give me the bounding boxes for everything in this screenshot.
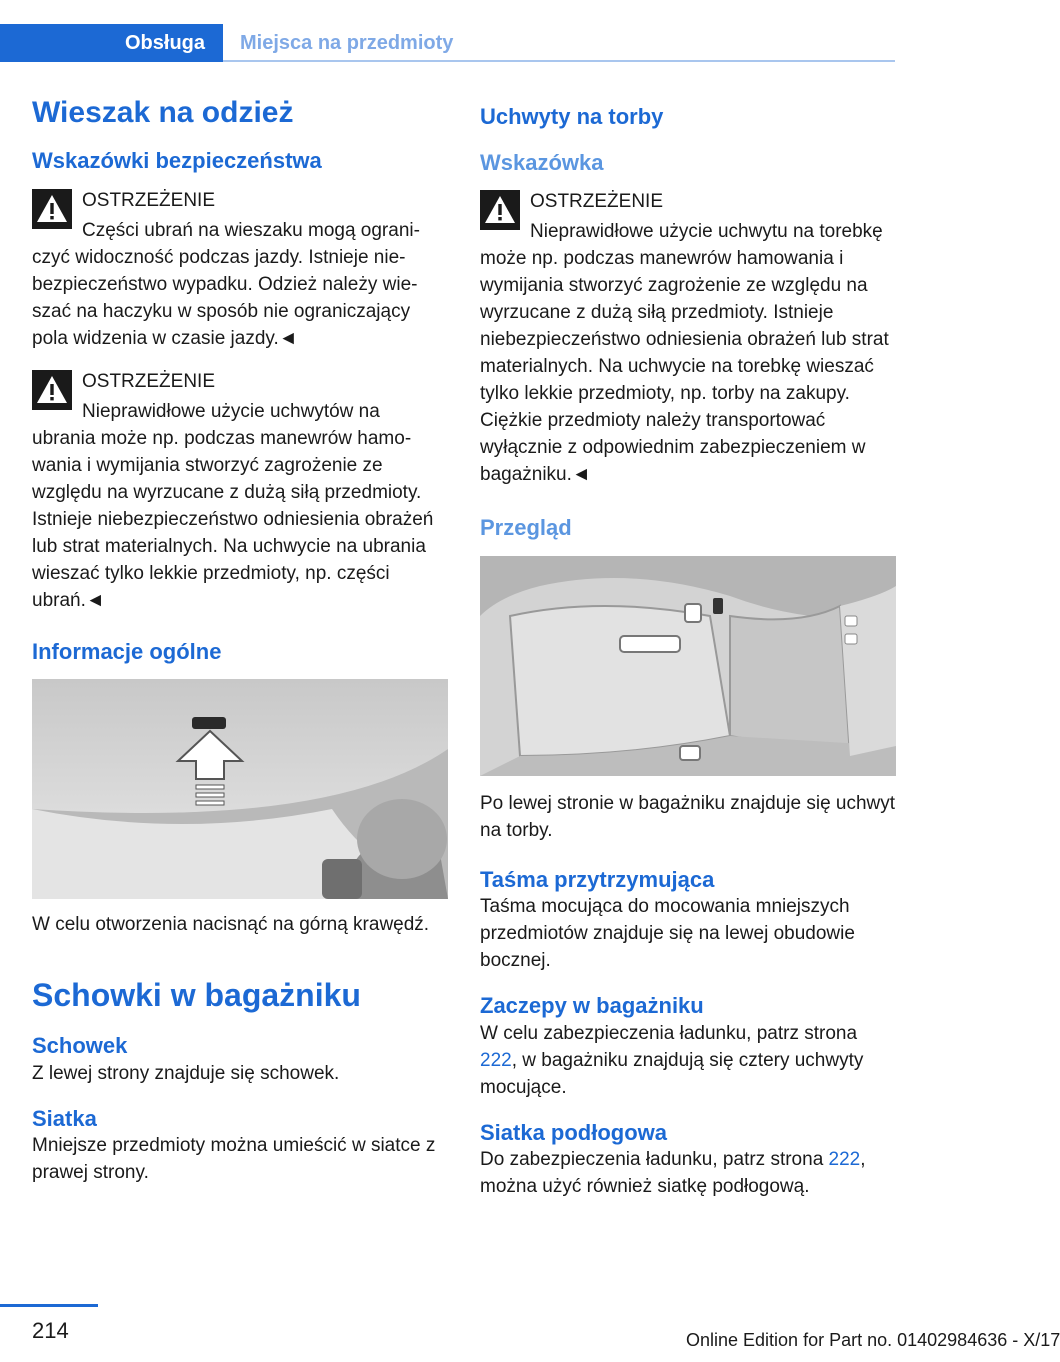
warning-text: Części ubrań na wieszaku mogą ograniczyć widoczność podczas jazdy. Istnieje niebezpieczeństwo wypadku. Odzież należy wieszać na haczyku w sposób nie ograniczający pola widzenia w czasie jazdy.◄ <box>32 219 420 349</box>
page-link-222[interactable]: 222 <box>480 1049 512 1071</box>
warning-block-3 <box>480 188 896 488</box>
tab-obsluga[interactable]: Obsługa <box>0 24 223 62</box>
warning-triangle-icon <box>32 370 72 410</box>
right-column <box>480 103 896 1200</box>
warning-label: OSTRZEŻENIE <box>530 191 664 212</box>
header-tabs <box>0 24 895 62</box>
photo-caption: W celu otworzenia nacisnąć na górną krawędź. <box>32 914 430 935</box>
warning-text: Nieprawidłowe użycie uchwytu na torebkę może np. podczas manewrów hamowania i wymijania stworzyć zagrożenie ze względu na wyrzucane z dużą siłą przedmioty. Istnieje niebezpieczeństwo odniesienia obrażeń lub strat materialnych. Na uchwycie na torebkę wieszać tylko lekkie przedmioty, np. torby na zakupy. Ciężkie przedmioty należy transportować wyłącznie z odpowiednim zabezpieczeniem w bagażniku.◄ <box>480 221 889 485</box>
compartment-text: Z lewej strony znajduje się schowek. <box>32 1062 340 1084</box>
headliner-hook-photo <box>32 679 448 899</box>
footer-line <box>0 1304 98 1307</box>
warning-label: OSTRZEŻENIE <box>82 370 216 392</box>
left-column <box>32 95 448 1186</box>
hooks-text-part2: , w bagażniku znajdują się cztery uchwyty mocujące. <box>480 1049 864 1098</box>
floor-text-part1: Do zabezpieczenia ładunku, patrz strona <box>480 1149 829 1170</box>
net-heading: Siatka <box>32 1105 97 1131</box>
floor-text-part2: , można użyć również siatkę podłogową. <box>480 1149 866 1197</box>
safety-heading: Wskazówki bezpieczeństwa <box>32 148 322 173</box>
compartment-heading: Schowek <box>32 1033 128 1059</box>
page-number: 214 <box>32 1318 69 1343</box>
bag-hooks-heading: Uchwyty na torby <box>480 104 664 129</box>
net-text: Mniejsze przedmioty można umieścić w siatce z prawej strony. <box>32 1135 436 1184</box>
floor-net-text <box>480 1146 896 1200</box>
warning-triangle-icon <box>32 189 72 229</box>
warning-text: Nieprawidłowe użycie uchwytów na ubrania może np. podczas manewrów hamowania i wymijania stworzyć zagrożenie ze względu na wyrzucane z dużą siłą przedmioty. Istnieje niebezpieczeństwo odniesienia obrażeń lub strat materialnych. Na uchwycie na ubrania wieszać tylko lekkie przedmioty, np. części ubrań.◄ <box>32 400 434 611</box>
warning-block-2 <box>32 368 448 614</box>
section-title-trunk-storage: Schowki w bagażniku <box>32 977 361 1013</box>
hooks-heading: Zaczepy w bagażniku <box>480 993 704 1018</box>
overview-heading: Przegląd <box>480 515 572 540</box>
warning-triangle-icon <box>480 190 520 230</box>
warning-block-1 <box>32 187 448 352</box>
hooks-text <box>480 1020 896 1101</box>
page-link-222[interactable]: 222 <box>828 1149 861 1170</box>
floor-net-heading: Siatka podłogowa <box>480 1119 668 1145</box>
strap-heading: Taśma przytrzymująca <box>480 866 715 892</box>
tab-underline <box>223 60 895 62</box>
section-title-clothes-hook: Wieszak na odzież <box>32 96 294 129</box>
strap-text: Taśma mocująca do mocowania mniejszych przedmiotów znajduje się na lewej obudowie bocznej. <box>480 896 855 971</box>
overview-text: Po lewej stronie w bagażniku znajduje się uchwyt na torby. <box>480 792 896 841</box>
hooks-text-part1: W celu zabezpieczenia ładunku, patrz strona <box>480 1022 858 1044</box>
trunk-overview-photo <box>480 556 896 776</box>
general-info-heading: Informacje ogólne <box>32 638 222 664</box>
note-heading: Wskazówka <box>480 149 604 175</box>
warning-label: OSTRZEŻENIE <box>82 189 216 211</box>
tab-miejsca-na-przedmioty[interactable]: Miejsca na przedmioty <box>240 31 454 54</box>
edition-text: Online Edition for Part no. 01402984636 - X/17 <box>686 1330 1060 1350</box>
